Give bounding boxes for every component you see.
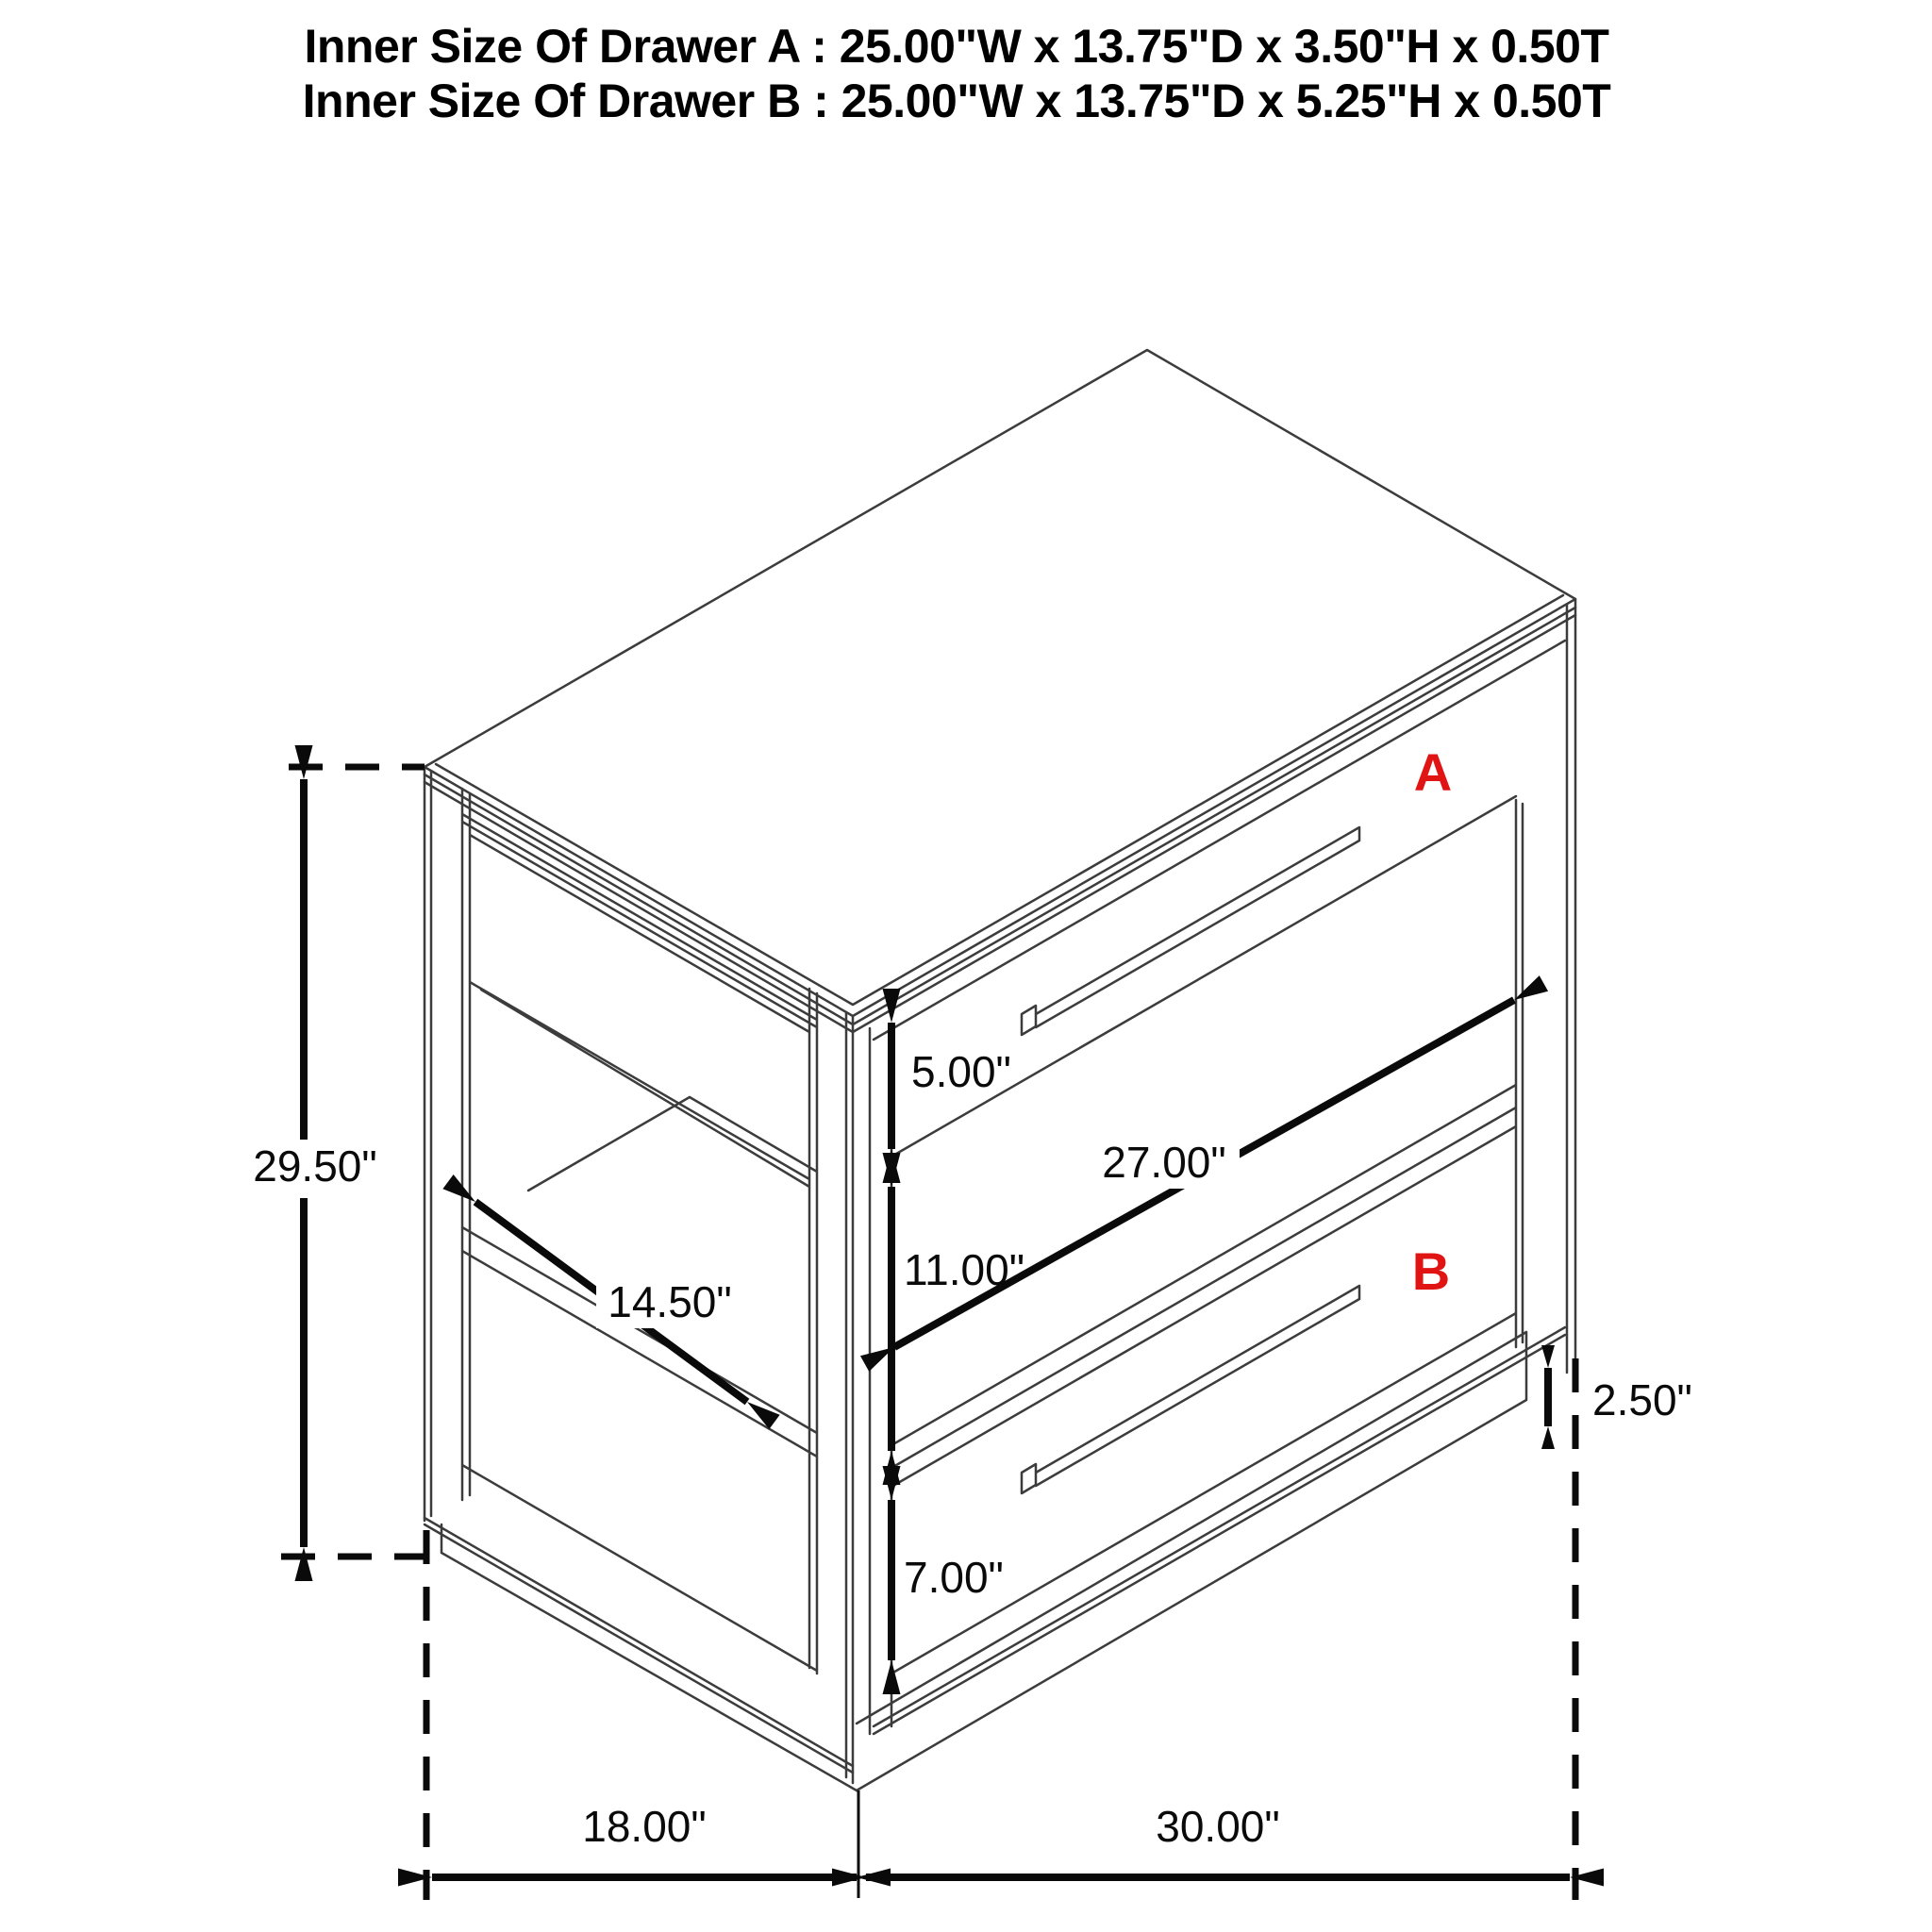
title-block	[303, 20, 1611, 127]
drawer-a-label: A	[1413, 742, 1453, 802]
dim-label-drawer-b-front: 7.00"	[904, 1553, 1004, 1602]
dim-label-overall-width: 30.00"	[1156, 1802, 1280, 1851]
drawer-b-label: B	[1411, 1241, 1451, 1301]
dim-label-opening-height: 11.00"	[904, 1245, 1025, 1294]
drawer-b-handle-bar	[1036, 1286, 1359, 1486]
title-line-1: Inner Size Of Drawer A : 25.00"W x 13.75"D x 3.50"H x 0.50T	[304, 20, 1609, 73]
dim-label-overall-height: 29.50"	[253, 1141, 377, 1191]
drawer-b-handle	[1022, 1286, 1359, 1493]
title-line-2: Inner Size Of Drawer B : 25.00"W x 13.75"D x 5.25"H x 0.50T	[302, 75, 1611, 127]
top-face	[425, 350, 1575, 1016]
dim-label-shelf-depth: 14.50"	[608, 1277, 732, 1326]
dim-label-drawer-a-front: 5.00"	[911, 1047, 1011, 1096]
dim-label-overall-depth: 18.00"	[582, 1802, 707, 1851]
dim-label-opening-width: 27.00"	[1102, 1138, 1226, 1187]
dim-label-base-height: 2.50"	[1592, 1375, 1692, 1424]
drawer-b-handle-end-cap	[1022, 1464, 1036, 1493]
drawer-a-handle-end-cap	[1022, 1006, 1036, 1035]
